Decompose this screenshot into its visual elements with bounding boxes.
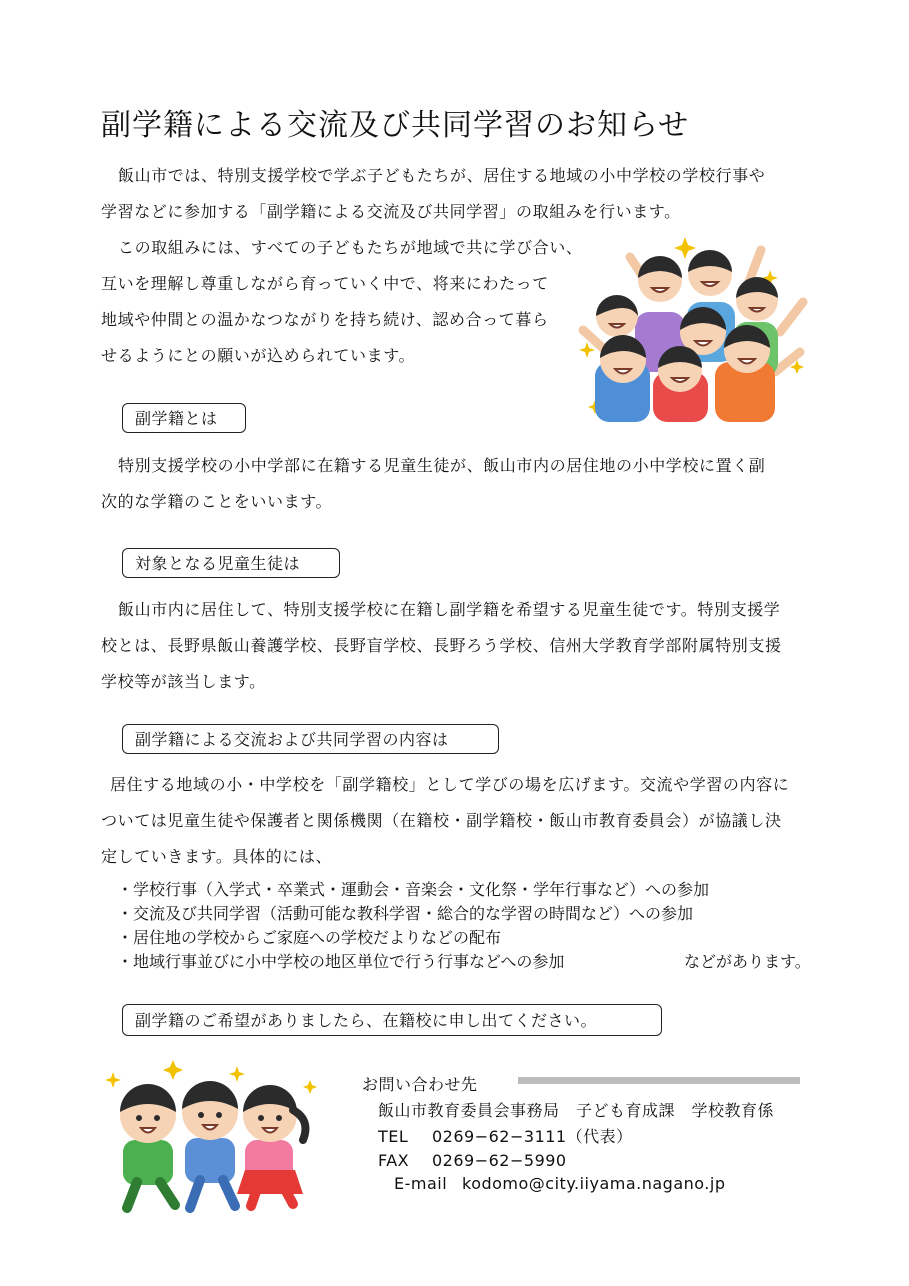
list-item: ・地域行事並びに小中学校の地区単位で行う行事などへの参加	[117, 952, 565, 971]
contact-fax: 0269−62−5990	[432, 1151, 567, 1170]
notice-box: 副学籍のご希望がありましたら、在籍校に申し出てください。	[122, 1004, 662, 1036]
list-item: ・居住地の学校からご家庭への学校だよりなどの配布	[117, 928, 502, 947]
section3-line-1: 居住する地域の小・中学校を「副学籍校」として学びの場を広げます。交流や学習の内容に	[110, 775, 790, 794]
list-suffix: などがあります。	[684, 952, 811, 971]
section1-line-1: 特別支援学校の小中学部に在籍する児童生徒が、飯山市内の居住地の小中学校に置く副	[118, 456, 766, 475]
contact-office: 飯山市教育委員会事務局 子ども育成課 学校教育係	[378, 1101, 775, 1120]
list-item: ・学校行事（入学式・卒業式・運動会・音楽会・文化祭・学年行事など）への参加	[117, 880, 710, 899]
children-running-illustration	[105, 1060, 320, 1220]
contact-heading: お問い合わせ先	[362, 1075, 478, 1094]
intro-line-1: 飯山市では、特別支援学校で学ぶ子どもたちが、居住する地域の小中学校の学校行事や	[118, 166, 766, 185]
contact-fax-label: FAX	[378, 1151, 410, 1170]
section1-line-2: 次的な学籍のことをいいます。	[101, 492, 333, 511]
activity-list	[117, 878, 709, 974]
heading-target-students: 対象となる児童生徒は	[122, 548, 340, 578]
intro-line-6: せるようにとの願いが込められています。	[101, 346, 416, 365]
contact-tel-label: TEL	[378, 1127, 409, 1146]
contact-divider-bar	[518, 1077, 800, 1084]
heading-fukugakuseki: 副学籍とは	[122, 403, 246, 433]
intro-line-2: 学習などに参加する「副学籍による交流及び共同学習」の取組みを行います。	[101, 202, 681, 221]
page-title: 副学籍による交流及び共同学習のお知らせ	[101, 108, 690, 143]
contact-email-label: E-mail	[394, 1174, 448, 1193]
heading-content: 副学籍による交流および共同学習の内容は	[122, 724, 499, 754]
intro-line-3: この取組みには、すべての子どもたちが地域で共に学び合い、	[118, 238, 583, 257]
section3-line-2: ついては児童生徒や保護者と関係機関（在籍校・副学籍校・飯山市教育委員会）が協議し決	[101, 811, 782, 830]
section3-line-3: 定していきます。具体的には、	[101, 847, 333, 866]
intro-line-4: 互いを理解し尊重しながら育っていく中で、将来にわたって	[101, 274, 549, 293]
intro-line-5: 地域や仲間との温かなつながりを持ち続け、認め合って暮ら	[101, 310, 549, 329]
list-item: ・交流及び共同学習（活動可能な教科学習・総合的な学習の時間など）への参加	[117, 904, 694, 923]
section2-line-2: 校とは、長野県飯山養護学校、長野盲学校、長野ろう学校、信州大学教育学部附属特別支援	[101, 636, 782, 655]
children-cheering-illustration	[575, 232, 810, 422]
section2-line-3: 学校等が該当します。	[101, 672, 266, 691]
contact-tel[interactable]: 0269−62−3111（代表）	[432, 1127, 633, 1146]
contact-email-link[interactable]: kodomo@city.iiyama.nagano.jp	[462, 1174, 726, 1193]
section2-line-1: 飯山市内に居住して、特別支援学校に在籍し副学籍を希望する児童生徒です。特別支援学	[118, 600, 781, 619]
